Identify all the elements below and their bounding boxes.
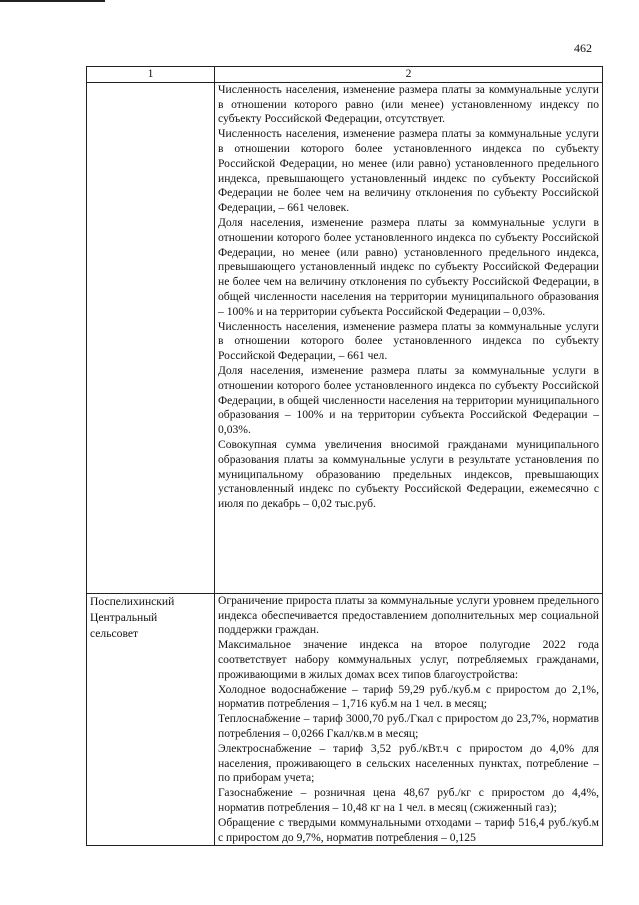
paragraph: Максимальное значение индекса на второе полугодие 2022 года соответствует набору коммунальных услуг, потребляемых гражданами, проживающими в жилых домах всех типов благоустройства: [218,638,599,681]
paragraph: Численность населения, изменение размера платы за коммунальные услуги в отношении которого более установленного индекса по субъекту Российской Федерации, но менее (или равно) установленного предельного индекса, превышающего установленный индекс по субъекту Российской Федерации не более чем на величину отклонения по субъекту Российской Федерации, – 661 человек. [218,127,599,215]
paragraph: Ограничение прироста платы за коммунальные услуги уровнем предельного индекса обеспечивается предоставлением дополнительных мер социальной поддержки граждан. [218,593,599,637]
paragraph: Обращение с твердыми коммунальными отходами – тариф 516,4 руб./куб.м с приростом до 9,7%, норматив потребления – 0,125 [218,815,599,844]
column-header-1: 1 [87,67,215,83]
paragraph: Доля населения, изменение размера платы за коммунальные услуги в отношении которого более установленного индекса по субъекту Российской Федерации, в общей численности населения на территории муниципального образования – 100% и на территории субъекта Российской Федерации – 0,03%. [218,363,599,437]
table-row [87,593,603,846]
paragraph: Численность населения, изменение размера платы за коммунальные услуги в отношении которого более установленного индекса по субъекту Российской Федерации, – 661 чел. [218,319,599,363]
column-header-2: 2 [215,67,603,83]
paragraph: Совокупная сумма увеличения вносимой гражданами муниципального образования платы за коммунальные услуги в результате установления по муниципальному образованию предельных индексов, превышающих установленный индекс по субъекту Российской Федерации, ежемесячно с июля по декабрь – 0,02 тыс.руб. [218,437,599,511]
table-header-row [87,67,603,83]
row-1-content-cell [215,82,603,593]
row-2-content-cell [215,593,603,846]
page-number: 462 [574,41,592,55]
paragraph: Холодное водоснабжение – тариф 59,29 руб./куб.м с приростом до 2,1%, норматив потребления – 1,716 куб.м на 1 чел. в месяц; [218,682,599,711]
municipality-name-line: Центральный [90,610,158,624]
paragraph: Теплоснабжение – тариф 3000,70 руб./Гкал с приростом до 23,7%, норматив потребления – 0,0266 Гкал/кв.м в месяц; [218,712,599,740]
top-rule [0,0,105,2]
paragraph: Численность населения, изменение размера платы за коммунальные услуги в отношении которого равно (или менее) установленному индексу по субъекту Российской Федерации, отсутствует. [218,82,599,126]
paragraph: Электроснабжение – тариф 3,52 руб./кВт.ч с приростом до 4,0% для населения, проживающего в сельских населенных пунктах, потребление – по приборам учета; [218,741,599,785]
document-table [86,66,603,846]
municipality-name-line: сельсовет [90,626,139,640]
paragraph: Газоснабжение – розничная цена 48,67 руб./кг с приростом до 4,4%, норматив потребления – 10,48 кг на 1 чел. в месяц (сжиженный газ); [218,786,599,814]
row-1-left-cell [87,82,215,593]
municipality-name-cell [87,593,215,846]
table-row [87,82,603,593]
municipality-name-line: Поспелихинский [90,594,175,608]
paragraph: Доля населения, изменение размера платы за коммунальные услуги в отношении которого более установленного индекса по субъекту Российской Федерации, но менее (или равно) установленного предельного индекса, превышающего установленный индекс по субъекту Российской Федерации не более чем на величину отклонения по субъекту Российской Федерации, в общей численности населения на территории муниципального образования – 100% и на территории субъекта Российской Федерации – 0,03%. [218,215,599,318]
